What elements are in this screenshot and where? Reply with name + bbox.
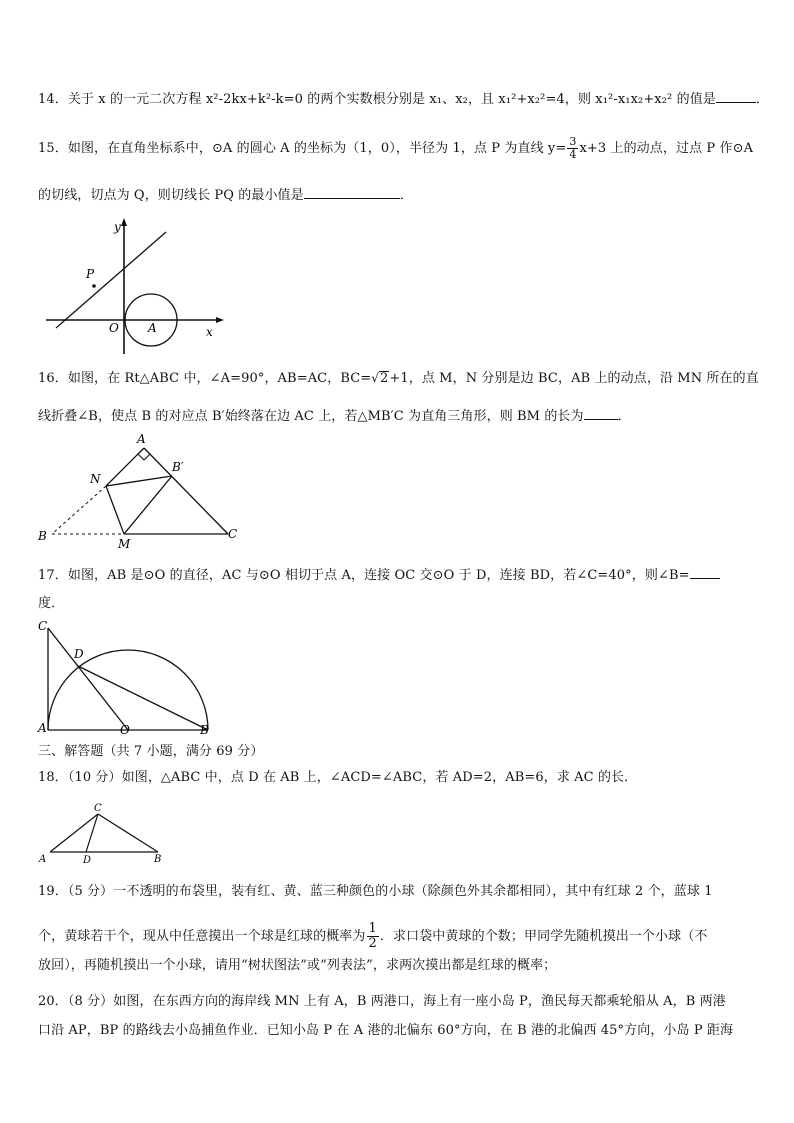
- q16-figure: [34, 430, 244, 552]
- q16-side-ac: [144, 448, 228, 534]
- q15-point-p: [92, 284, 96, 288]
- q15-label-y: y: [114, 220, 121, 234]
- q19-frac-num: 1: [368, 921, 377, 936]
- q15-frac-num: 3: [569, 135, 577, 148]
- q16-label-b-prime: B′: [172, 460, 184, 474]
- q18-label-d: D: [83, 855, 92, 866]
- question-15-line-1: [38, 136, 760, 161]
- q17-label-b: B: [200, 723, 209, 737]
- question-15-line-2: [38, 186, 760, 204]
- question-16-line-1: 16．如图，在 Rt△ABC 中，∠A=90°，AB=AC，BC=√2+1，点 M，N 分别是边 BC，AB 上的动点，沿 MN 所在的直: [38, 371, 759, 386]
- q15-label-x: x: [206, 325, 213, 339]
- q16-seg-nbp: [106, 476, 172, 486]
- q16-label-n: N: [90, 472, 101, 486]
- q19-text-2b: ．求口袋中黄球的个数；甲同学先随机摸出一个小球（不: [379, 929, 708, 944]
- question-17-line-2: [38, 596, 760, 612]
- q15-answer-blank[interactable]: [304, 186, 400, 199]
- q19-probability-fraction: [367, 922, 379, 951]
- section-3-title: 三、解答题（共 7 小题，满分 69 分）: [38, 744, 264, 759]
- q20-text-2: 口沿 AP，BP 的路线去小岛捕鱼作业．已知小岛 P 在 A 港的北偏东 60°方向，在 B 港的北偏西 45°方向，小岛 P 距海: [38, 1023, 734, 1038]
- q16-label-c: C: [228, 527, 238, 541]
- q19-text-2a: 个，黄球若干个，现从中任意摸出一个球是红球的概率为: [38, 929, 366, 944]
- q17-text-2: 度．: [38, 596, 65, 611]
- question-19-line-1: [38, 884, 760, 900]
- q14-text: 14．关于 x 的一元二次方程 x²-2kx+k²-k=0 的两个实数根分别是 x₁、x₂，且 x₁²+x₂²=4，则 x₁²-x₁x₂+x₂² 的值是: [38, 92, 716, 107]
- question-18: [38, 770, 760, 786]
- q16-text-a: 16．如图，在 Rt△ABC 中，∠A=90°，AB=AC，BC=: [38, 371, 372, 386]
- q14-end: ．: [755, 92, 770, 107]
- q15-text-2: 的切线，切点为 Q，则切线长 PQ 的最小值是: [38, 188, 304, 203]
- q15-frac-den: 4: [569, 148, 577, 161]
- q15-label-a: A: [148, 321, 157, 335]
- q16-right-angle-mark: [138, 454, 150, 460]
- q15-text-a: 15．如图，在直角坐标系中，⊙A 的圆心 A 的坐标为（1，0），半径为 1，点 P 为直线 y=: [38, 141, 567, 156]
- question-16-line-2: [38, 407, 760, 425]
- section-3-heading: [38, 744, 760, 760]
- q15-end: ．: [399, 188, 413, 203]
- q15-line-y: [56, 232, 166, 328]
- question-19-line-3: [38, 958, 760, 974]
- q17-segment-oc: [48, 628, 128, 730]
- q17-label-c: C: [38, 619, 48, 633]
- q18-side-bc: [98, 814, 158, 852]
- q15-label-p: P: [86, 267, 95, 281]
- q16-seg-bpm: [124, 476, 172, 534]
- q18-figure: [36, 800, 172, 868]
- q16-text-b: +1，点 M，N 分别是边 BC，AB 上的动点，沿 MN 所在的直: [389, 371, 759, 386]
- q15-x-arrow: [216, 317, 224, 323]
- q15-slope-fraction: [567, 136, 578, 161]
- q19-text-3: 放回），再随机摸出一个小球，请用“树状图法”或“列表法”，求两次摸出都是红球的概率；: [38, 958, 557, 973]
- q15-y-arrow: [121, 218, 127, 226]
- q17-answer-blank[interactable]: [690, 566, 720, 579]
- q16-label-a: A: [137, 432, 146, 446]
- q18-text: 18．（10 分）如图，△ABC 中，点 D 在 AB 上，∠ACD=∠ABC，若 AD=2，AB=6，求 AC 的长．: [38, 770, 638, 785]
- q18-label-c: C: [94, 803, 102, 814]
- question-14: [38, 90, 770, 108]
- q16-sqrt: 2: [380, 371, 389, 386]
- q15-text-b: x+3 上的动点，过点 P 作⊙A: [579, 141, 754, 156]
- question-20-line-2: [38, 1023, 760, 1039]
- q17-text-1: 17．如图，AB 是⊙O 的直径，AC 与⊙O 相切于点 A，连接 OC 交⊙O 于 D，连接 BD，若∠C=40°，则∠B=: [38, 568, 690, 583]
- q17-figure: [34, 616, 220, 738]
- q19-text-1: 19．（5 分）一不透明的布袋里，装有红、黄、蓝三种颜色的小球（除颜色外其余都相同），其中有红球 2 个，蓝球 1: [38, 884, 713, 899]
- q16-label-b: B: [38, 529, 47, 543]
- q16-answer-blank[interactable]: [584, 407, 618, 420]
- q16-text-2: 线折叠∠B，使点 B 的对应点 B′始终落在边 AC 上，若△MB′C 为直角三角形，则 BM 的长为: [38, 409, 584, 424]
- q18-label-a: A: [39, 854, 47, 865]
- q16-dashed-nb: [52, 486, 106, 534]
- q18-label-b: B: [154, 854, 162, 865]
- q17-label-d: D: [74, 647, 84, 661]
- question-20-line-1: [38, 994, 760, 1010]
- q15-label-o: O: [109, 321, 119, 335]
- q17-segment-bd: [78, 666, 208, 730]
- q17-label-o: O: [120, 723, 130, 737]
- q16-end: ．: [617, 409, 631, 424]
- q16-label-m: M: [118, 537, 131, 551]
- q16-fold-nm: [106, 486, 124, 534]
- q17-label-a: A: [38, 721, 47, 735]
- q14-answer-blank[interactable]: [716, 90, 756, 103]
- question-17-line-1: [38, 566, 760, 584]
- q18-segment-cd: [86, 814, 98, 852]
- q18-side-ac: [50, 814, 98, 852]
- q20-text-1: 20．（8 分）如图，在东西方向的海岸线 MN 上有 A，B 两港口，海上有一座小岛 P，渔民每天都乘轮船从 A，B 两港: [38, 994, 726, 1009]
- q15-figure: [40, 214, 230, 356]
- question-19-line-2: [38, 922, 760, 951]
- q19-frac-den: 2: [368, 936, 377, 951]
